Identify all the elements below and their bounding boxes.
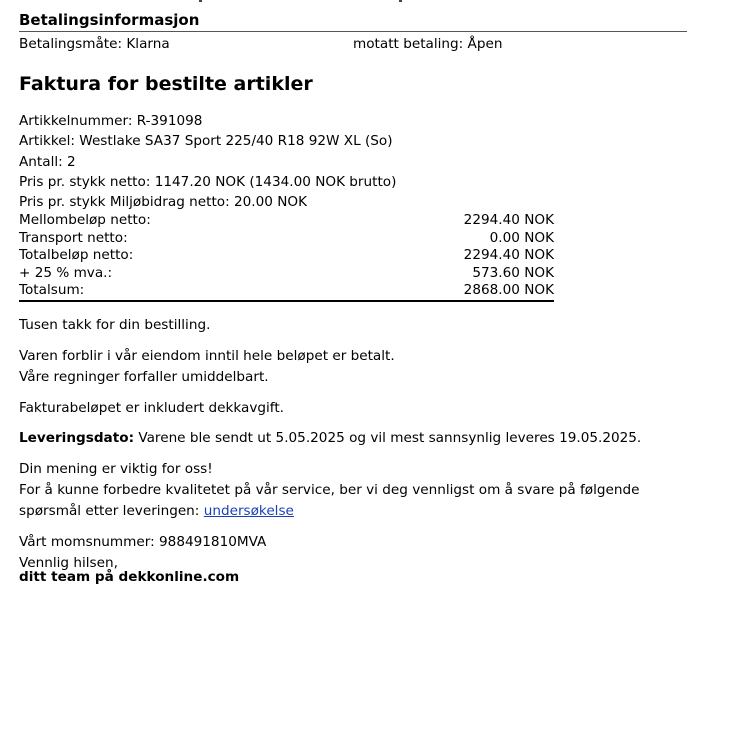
cropped-top-text bbox=[19, 0, 689, 4]
opinion-heading: Din mening er viktig for oss! bbox=[19, 461, 213, 477]
invoice-title: Faktura for bestilte artikler bbox=[19, 73, 313, 95]
thanks-message: Tusen takk for din bestilling. bbox=[19, 317, 211, 333]
amount-label: Transport netto: bbox=[19, 229, 128, 246]
amounts-table bbox=[19, 212, 554, 302]
tire-fee-notice: Fakturabeløpet er inkludert dekkavgift. bbox=[19, 400, 285, 416]
due-line: Våre regninger forfaller umiddelbart. bbox=[19, 369, 269, 385]
ownership-line: Varen forblir i vår eiendom inntil hele beløpet er betalt. bbox=[19, 348, 395, 364]
team-signature: ditt team på dekkonline.com bbox=[19, 569, 240, 585]
amount-row bbox=[19, 230, 554, 248]
opinion-body: For å kunne forbedre kvalitetet på vår service, ber vi deg vennligst om å svare på følgende bbox=[19, 482, 640, 498]
unit-price: Pris pr. stykk netto: 1147.20 NOK (1434.00 NOK brutto) bbox=[19, 174, 397, 190]
amount-label: Totalbeløp netto: bbox=[19, 247, 134, 264]
amount-row bbox=[19, 212, 554, 230]
payment-received-status: motatt betaling: Åpen bbox=[353, 36, 503, 52]
delivery-info bbox=[19, 428, 689, 449]
article-name: Artikkel: Westlake SA37 Sport 225/40 R18 92W XL (So) bbox=[19, 133, 393, 149]
amount-value: 2294.40 NOK bbox=[463, 247, 554, 264]
feedback-request bbox=[19, 459, 689, 522]
amount-label: + 25 % mva.: bbox=[19, 264, 113, 281]
amount-value: 2294.40 NOK bbox=[463, 212, 554, 228]
survey-link[interactable]: undersøkelse bbox=[203, 503, 294, 519]
amount-label: Mellombeløp netto: bbox=[19, 212, 151, 228]
payment-method: Betalingsmåte: Klarna bbox=[19, 36, 170, 52]
signoff bbox=[19, 556, 239, 584]
total-value: 2868.00 NOK bbox=[463, 282, 554, 299]
cropped-glyph bbox=[399, 0, 402, 2]
vat-number: Vårt momsnummer: 988491810MVA bbox=[19, 534, 267, 550]
opinion-survey-text: spørsmål etter leveringen: bbox=[19, 503, 204, 519]
payment-info-row bbox=[19, 36, 689, 54]
article-number: Artikkelnummer: R-391098 bbox=[19, 113, 203, 129]
quantity: Antall: 2 bbox=[19, 154, 76, 170]
environment-fee: Pris pr. stykk Miljøbidrag netto: 20.00 NOK bbox=[19, 194, 308, 210]
delivery-text: Varene ble sendt ut 5.05.2025 og vil mest sannsynlig leveres 19.05.2025. bbox=[134, 430, 642, 446]
opinion-survey-line bbox=[19, 501, 689, 522]
amount-value: 573.60 NOK bbox=[472, 264, 554, 281]
amount-row bbox=[19, 247, 554, 265]
total-label: Totalsum: bbox=[19, 282, 85, 299]
ownership-notice bbox=[19, 346, 689, 388]
amount-row bbox=[19, 265, 554, 283]
regards: Vennlig hilsen, bbox=[19, 555, 118, 571]
amount-value: 0.00 NOK bbox=[489, 229, 554, 246]
delivery-label: Leveringsdato: bbox=[19, 430, 135, 446]
total-row bbox=[19, 282, 554, 302]
payment-section-title: Betalingsinformasjon bbox=[19, 11, 687, 32]
cropped-glyph bbox=[199, 0, 202, 2]
